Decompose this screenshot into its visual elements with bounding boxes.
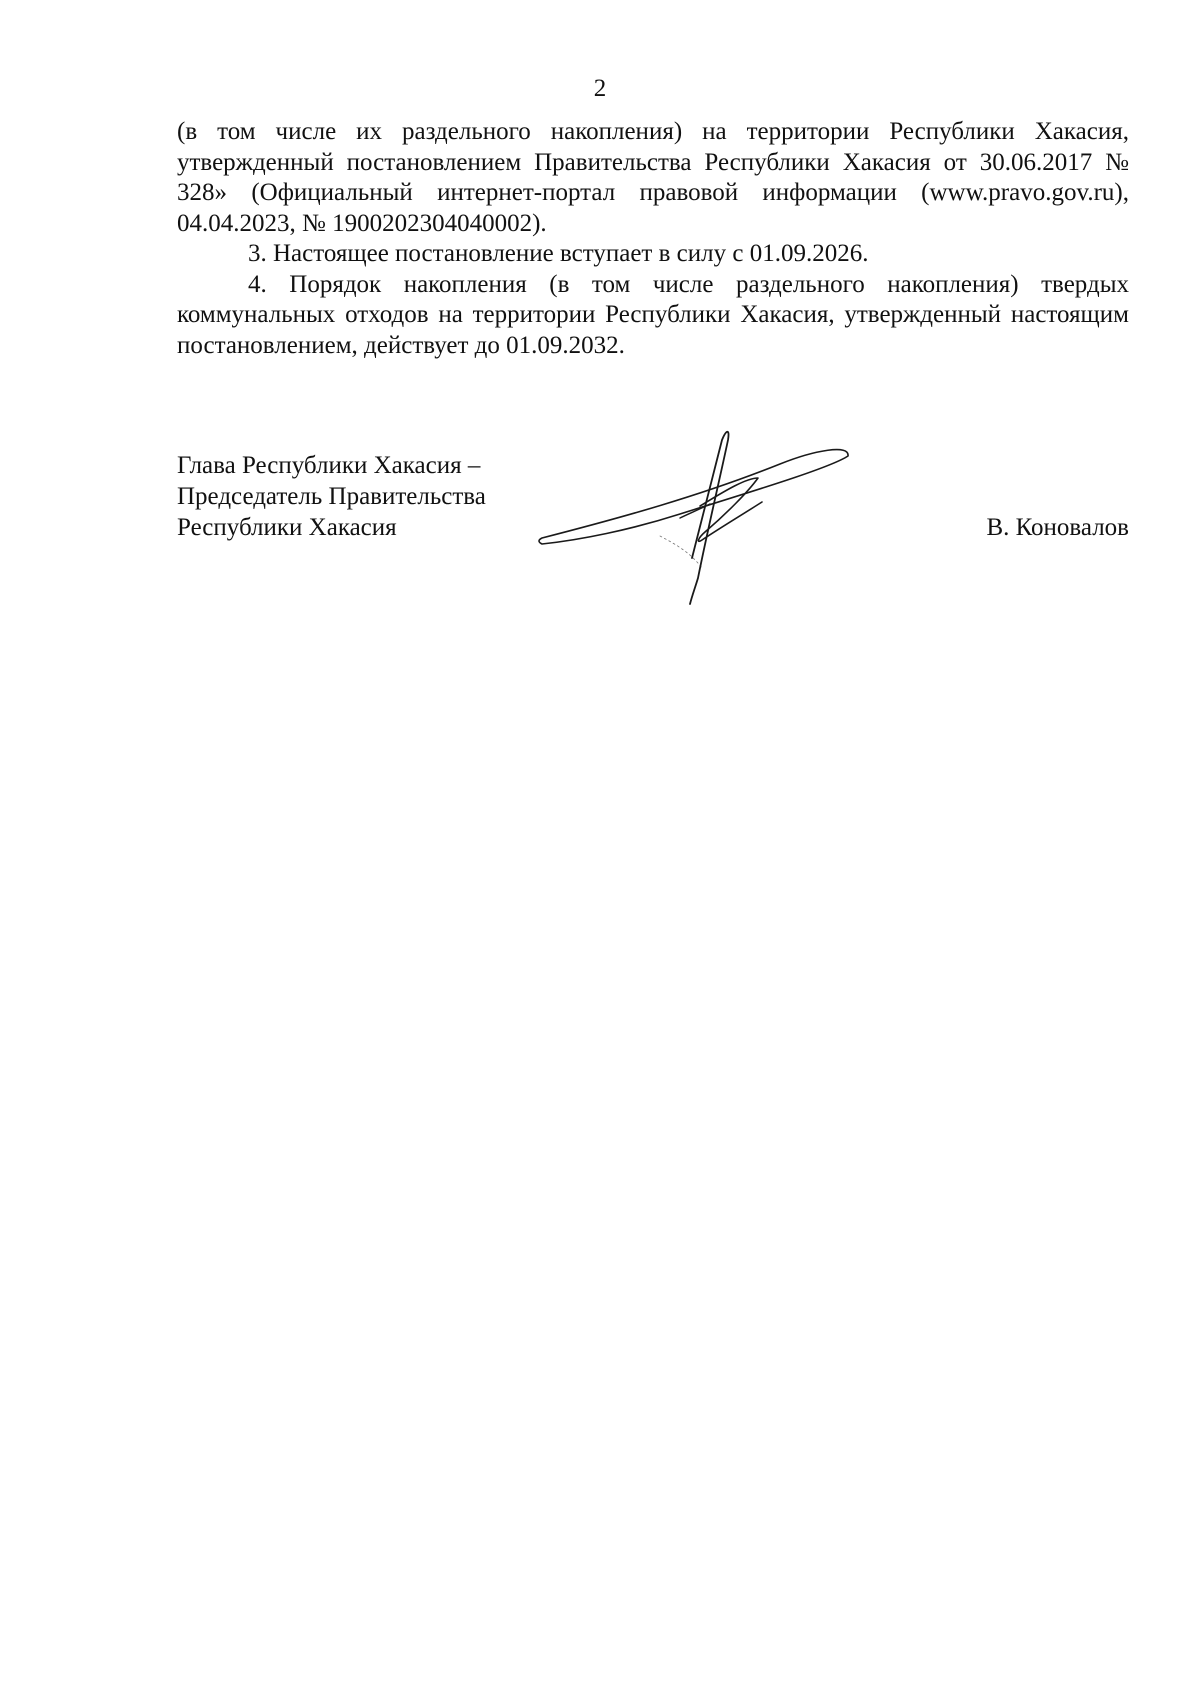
page-number: 2	[593, 75, 607, 102]
paragraph-item-4: 4. Порядок накопления (в том числе раздельного накопления) твердых коммунальных отходов на территории Республики Хакасия, утвержденный настоящим постановлением, действует до 01.09.2032.	[177, 270, 1129, 359]
signatory-name: В. Коновалов	[986, 514, 1129, 541]
signer-position-line: Глава Республики Хакасия –	[177, 452, 481, 479]
handwritten-signature-icon	[530, 418, 910, 608]
signer-position-line: Республики Хакасия	[177, 514, 397, 541]
paragraph-item-3: 3. Настоящее постановление вступает в силу с 01.09.2026.	[248, 240, 869, 267]
paragraph-continuation: (в том числе их раздельного накопления) на территории Республики Хакасия, утвержденный постановлением Правительства Республики Хакасия от 30.06.2017 № 328» (Официальный интернет-портал правовой информации (www.pravo.gov.ru), 04.04.2023, № 1900202304040002).	[177, 118, 1129, 237]
signer-position	[177, 450, 486, 543]
signer-position-line: Председатель Правительства	[177, 483, 486, 510]
document-body	[177, 117, 1129, 361]
